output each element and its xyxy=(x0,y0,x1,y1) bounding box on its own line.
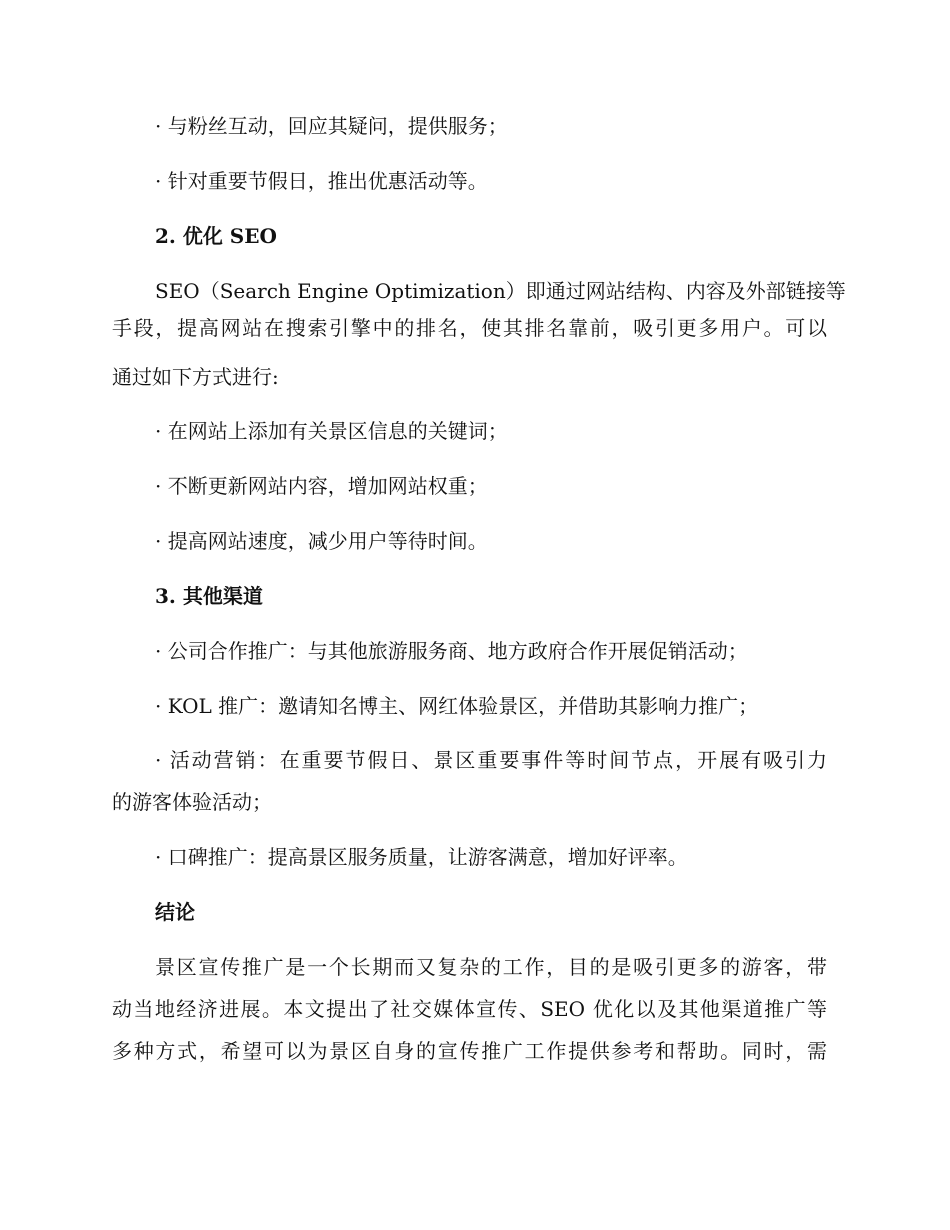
section-heading-other-channels: 3. 其他渠道 xyxy=(155,584,263,608)
bullet-site-speed: · 提高网站速度，减少用户等待时间。 xyxy=(155,529,488,553)
conclusion-paragraph-line-1: 景区宣传推广是一个长期而又复杂的工作，目的是吸引更多的游客，带 xyxy=(155,955,827,979)
section-heading-seo: 2. 优化 SEO xyxy=(155,224,277,248)
seo-paragraph-line-2: 手段，提高网站在搜索引擎中的排名，使其排名靠前，吸引更多用户。可以 xyxy=(112,316,827,340)
conclusion-paragraph-line-3: 多种方式，希望可以为景区自身的宣传推广工作提供参考和帮助。同时，需 xyxy=(112,1039,827,1063)
bullet-word-of-mouth: · 口碑推广：提高景区服务质量，让游客满意，增加好评率。 xyxy=(155,845,688,869)
bullet-holiday-offers: · 针对重要节假日，推出优惠活动等。 xyxy=(155,169,488,193)
bullet-interact-fans: · 与粉丝互动，回应其疑问，提供服务； xyxy=(155,114,508,138)
section-heading-conclusion: 结论 xyxy=(155,900,195,924)
bullet-keywords: · 在网站上添加有关景区信息的关键词； xyxy=(155,419,508,443)
seo-paragraph-line-3: 通过如下方式进行: xyxy=(112,365,279,389)
bullet-update-content: · 不断更新网站内容，增加网站权重； xyxy=(155,474,488,498)
bullet-event-marketing-continued: 的游客体验活动； xyxy=(112,790,272,814)
bullet-partner-promotion: · 公司合作推广：与其他旅游服务商、地方政府合作开展促销活动； xyxy=(155,639,748,663)
conclusion-paragraph-line-2: 动当地经济进展。本文提出了社交媒体宣传、SEO 优化以及其他渠道推广等 xyxy=(112,997,827,1021)
bullet-kol-promotion: · KOL 推广：邀请知名博主、网红体验景区，并借助其影响力推广； xyxy=(155,694,759,718)
bullet-event-marketing: · 活动营销：在重要节假日、景区重要事件等时间节点，开展有吸引力 xyxy=(155,748,827,772)
seo-paragraph-line-1: SEO（Search Engine Optimization）即通过网站结构、内容及外部链接等 xyxy=(155,279,846,303)
